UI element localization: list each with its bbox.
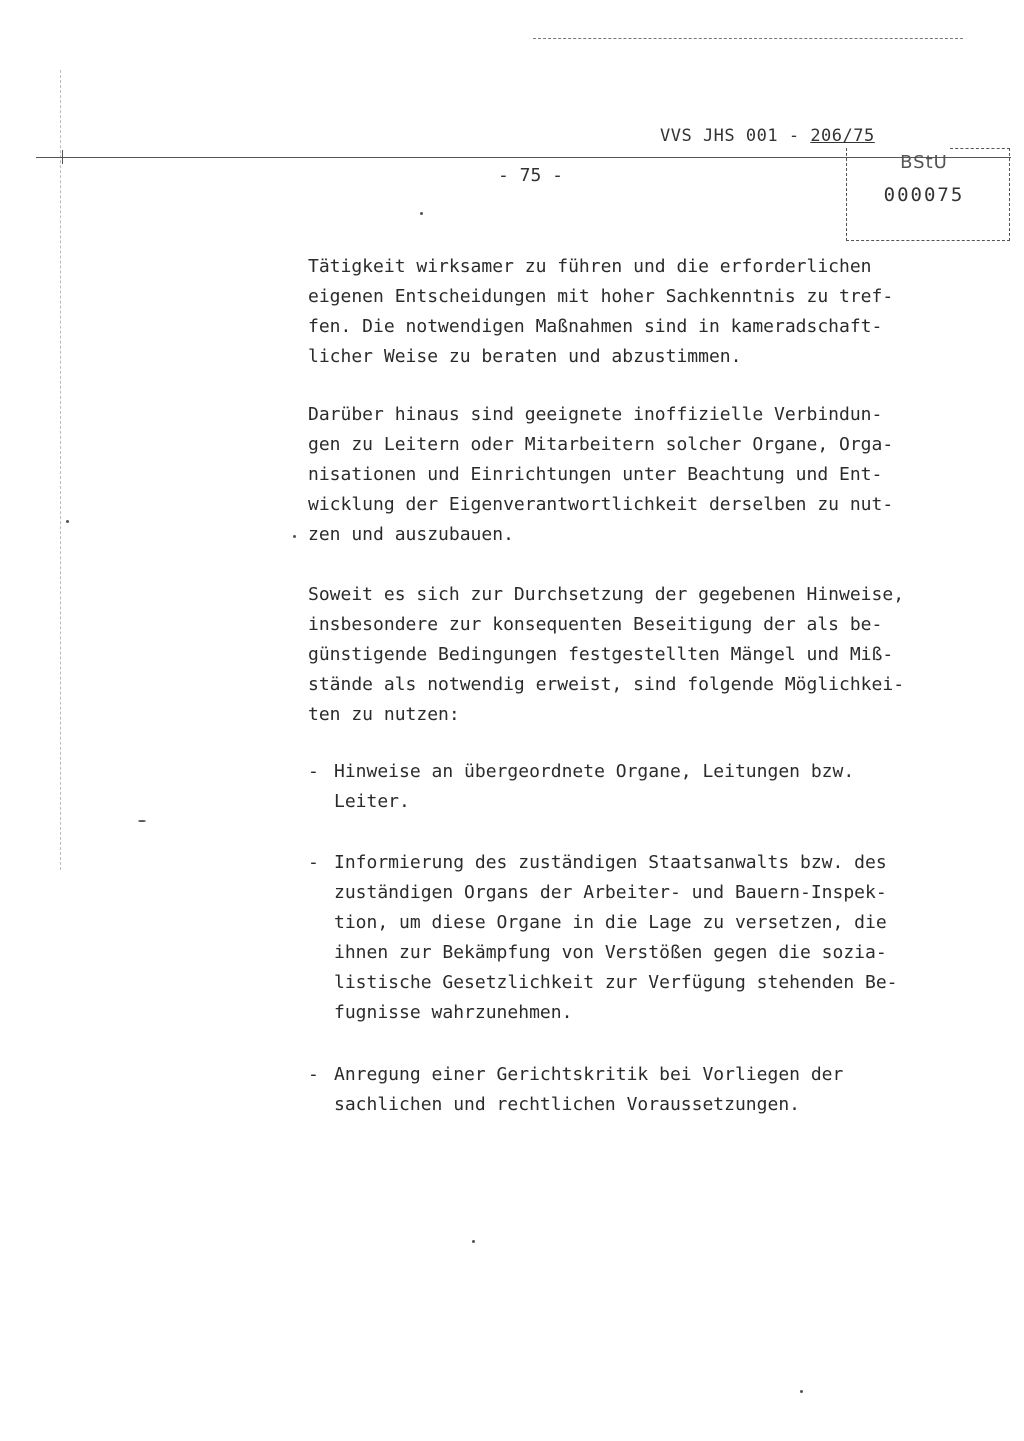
list-item: [308, 848, 898, 1028]
reference-prefix: VVS JHS 001 -: [660, 126, 800, 146]
reference-number: 206/75: [810, 126, 875, 146]
text-line: licher Weise zu beraten und abzustimmen.: [308, 346, 742, 367]
text-line: sachlichen und rechtlichen Voraussetzungen.: [334, 1094, 800, 1115]
text-line: Hinweise an übergeordnete Organe, Leitungen bzw.: [334, 761, 855, 782]
scan-speck: [420, 212, 423, 215]
text-line: insbesondere zur konsequenten Beseitigung der als be-: [308, 614, 883, 635]
list-item: [308, 757, 854, 817]
text-line: wicklung der Eigenverantwortlichkeit derselben zu nut-: [308, 494, 894, 515]
text-line: zuständigen Organs der Arbeiter- und Bauern-Inspek-: [334, 882, 887, 903]
archive-stamp-number: 000075: [883, 184, 965, 206]
text-line: fugnisse wahrzunehmen.: [334, 1002, 573, 1023]
scan-speck: [800, 1390, 803, 1393]
document-reference: [660, 126, 875, 146]
paragraph: [308, 252, 893, 372]
paragraph: [308, 580, 904, 730]
text-line: Tätigkeit wirksamer zu führen und die erforderlichen: [308, 256, 872, 277]
text-line: ten zu nutzen:: [308, 704, 460, 725]
text-line: Darüber hinaus sind geeignete inoffizielle Verbindun-: [308, 404, 883, 425]
text-line: eigenen Entscheidungen mit hoher Sachkenntnis zu tref-: [308, 286, 894, 307]
text-line: Anregung einer Gerichtskritik bei Vorliegen der: [334, 1064, 844, 1085]
list-dash: -: [308, 1064, 319, 1085]
text-line: listische Gesetzlichkeit zur Verfügung stehenden Be-: [334, 972, 898, 993]
text-line: Informierung des zuständigen Staatsanwalts bzw. des: [334, 852, 887, 873]
scan-speck: [66, 520, 69, 523]
text-line: günstigende Bedingungen festgestellten Mängel und Miß-: [308, 644, 894, 665]
top-dashed-line: [533, 38, 963, 39]
text-line: stände als notwendig erweist, sind folgende Möglichkei-: [308, 674, 905, 695]
list-dash: -: [308, 852, 319, 873]
scan-speck: [293, 535, 296, 538]
text-line: gen zu Leitern oder Mitarbeitern solcher Organe, Orga-: [308, 434, 894, 455]
header-rule-tick: [62, 150, 63, 164]
text-line: ihnen zur Bekämpfung von Verstößen gegen die sozia-: [334, 942, 887, 963]
scan-speck: [472, 1240, 475, 1243]
paragraph: [308, 400, 893, 550]
text-line: Leiter.: [334, 791, 410, 812]
text-line: zen und auszubauen.: [308, 524, 514, 545]
text-line: tion, um diese Organe in die Lage zu versetzen, die: [334, 912, 887, 933]
list-dash: -: [308, 761, 319, 782]
text-line: Soweit es sich zur Durchsetzung der gegebenen Hinweise,: [308, 584, 905, 605]
scan-speck: [138, 820, 146, 822]
list-item: [308, 1060, 843, 1120]
text-line: fen. Die notwendigen Maßnahmen sind in kameradschaft-: [308, 316, 883, 337]
text-line: nisationen und Einrichtungen unter Beachtung und Ent-: [308, 464, 883, 485]
archive-stamp-label: BStU: [900, 152, 948, 173]
page-number: - 75 -: [498, 165, 564, 186]
left-margin-line: [60, 70, 61, 870]
